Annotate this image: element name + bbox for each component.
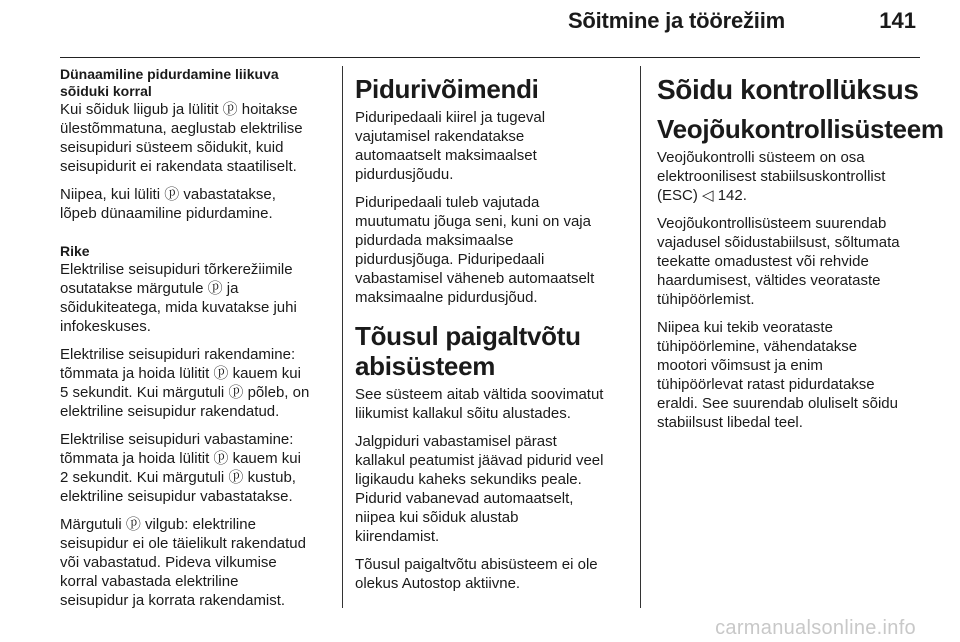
column-2 [355, 66, 627, 602]
column-1 [60, 66, 332, 619]
paragraph: Tõusul paigaltvõtu abisüsteem ei ole olekus Autostop aktiivne. [355, 556, 598, 592]
paragraph: See süsteem aitab vältida soovimatut liikumist kallakul sõitu alustades. [355, 386, 604, 422]
subheading-fault: Rike [60, 243, 90, 259]
column-3 [657, 66, 944, 441]
paragraph: Niipea, kui lüliti ⓟ vabastatakse, lõpeb dünaamiline pidurdamine. [60, 186, 276, 222]
paragraph: Veojõukontrolli süsteem on osa elektroonilisest stabiilsuskontrollist (ESC) ◁ 142. [657, 149, 886, 204]
heading-traction-control: Veojõukontrollisüsteem [657, 114, 944, 144]
paragraph: Elektrilise seisupiduri rakendamine: tõmmata ja hoida lülitit ⓟ kauem kui 5 sekundit. Kui märgutuli ⓟ põleb, on elektriline seisupidur rakendatud. [60, 346, 310, 420]
paragraph: Piduripedaali kiirel ja tugeval vajutamisel rakendatakse automaatselt maksimaalset pidurdusjõudu. [355, 109, 546, 183]
paragraph: Jalgpiduri vabastamisel pärast kallakul peatumist jäävad pidurid veel ligikaudu kaheks sekundiks peale. Pidurid vabanevad automaatselt, niipea kui sõiduk alustab kiirendamist. [355, 433, 604, 545]
heading-brake-assist: Pidurivõimendi [355, 74, 539, 104]
paragraph: Elektrilise seisupiduri vabastamine: tõmmata ja hoida lülitit ⓟ kauem kui 2 sekundit. Kui märgutuli ⓟ kustub, elektriline seisupidur vabastatakse. [60, 431, 301, 505]
paragraph: Märgutuli ⓟ vilgub: elektriline seisupidur ei ole täielikult rakendatud või vabastatud. Pideva vilkumise korral vabastada elektriline seisupidur ja korrata rakendamist. [60, 516, 306, 609]
paragraph: Kui sõiduk liigub ja lülitit ⓟ hoitakse ülestõmmatuna, aeglustab elektrilise seisupiduri süsteem sõidukit, kuid seisupidurit ei rakendata staatiliselt. [60, 101, 303, 175]
page-number: 141 [879, 8, 916, 33]
paragraph: Elektrilise seisupiduri tõrkerežiimile osutatakse märgutule ⓟ ja sõidukiteatega, mida kuvatakse juhi infokeskuses. [60, 261, 297, 335]
subheading-dynamic-braking: Dünaamiline pidurdamine liikuva sõiduki korral [60, 66, 279, 99]
heading-hill-start-assist: Tõusul paigaltvõtu abisüsteem [355, 321, 581, 381]
watermark: carmanualsonline.info [715, 617, 916, 639]
paragraph: Veojõukontrollisüsteem suurendab vajadusel sõidustabiilsust, sõltumata teekatte omadustest või rehvide haardumisest, vältides veorataste tühipöörlemist. [657, 215, 900, 308]
heading-driving-control: Sõidu kontrollüksus [657, 74, 919, 105]
column-divider-2 [640, 66, 641, 608]
page-title: Sõitmine ja töörežiim [567, 8, 785, 33]
paragraph: Niipea kui tekib veorataste tühipöörlemine, vähendatakse mootori võimsust ja enim tühipöörlevat ratast pidurdatakse eraldi. See suurendab oluliselt sõidu stabiilsust libedal teel. [657, 319, 898, 431]
column-divider-1 [342, 66, 343, 608]
paragraph: Piduripedaali tuleb vajutada muutumatu jõuga seni, kuni on vaja pidurdada maksimaalse pidurdusjõuga. Piduripedaali vabastamisel väheneb automaatselt maksimaalne pidurdusjõud. [355, 194, 595, 306]
header-divider [60, 57, 920, 58]
